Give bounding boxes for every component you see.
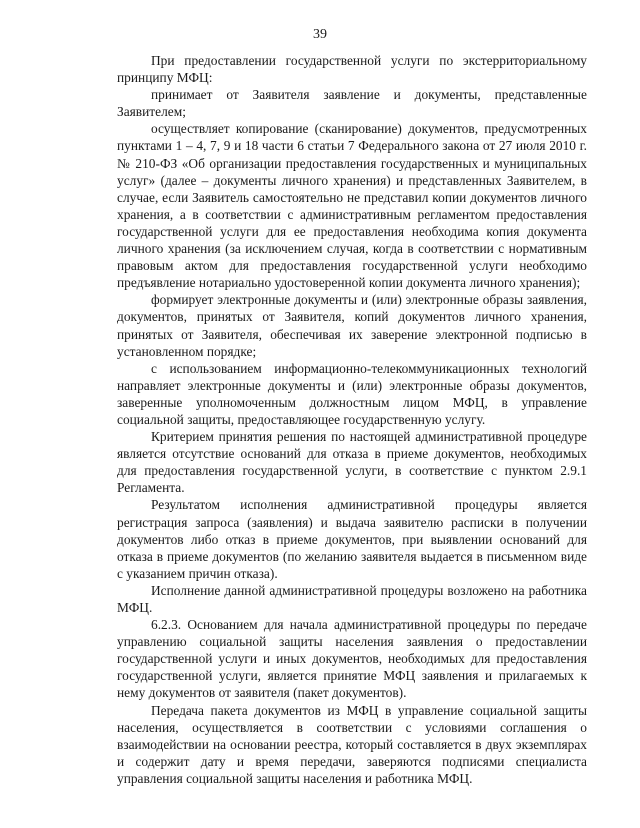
document-body: [117, 52, 587, 787]
paragraph-forms-electronic-documents: формирует электронные документы и (или) электронные образы заявления, документов, принятых от Заявителя, копий документов личного хранения, принятых от Заявителя, обеспечивая их заверение электронной подписью в установленном порядке;: [117, 292, 587, 359]
paragraph-procedure-result: Результатом исполнения административной процедуры является регистрация запроса (заявления) и выдача заявителю расписки в получении документов либо отказ в приеме документов, при выявлении оснований для отказа в приеме документов (по желанию заявителя выдается в письменном виде с указанием причин отказа).: [117, 497, 587, 581]
page-number: 39: [313, 27, 327, 42]
paragraph-procedure-executor: Исполнение данной административной процедуры возложено на работника МФЦ.: [117, 582, 587, 615]
paragraph-document-transfer: Передача пакета документов из МФЦ в управление социальной защиты населения, осуществляется в соответствии с условиями соглашения о взаимодействии на основании реестра, который составляется в двух экземплярах и содержит дату и время передачи, заверяются подписями специалиста управления социальной защиты населения и работника МФЦ.: [117, 702, 587, 786]
paragraph-section-6-2-3: 6.2.3. Основанием для начала административной процедуры по передаче управлению социальной защиты населения заявления о предоставлении государственной услуги и иных документов, необходимых для предоставления государственной услуги, является принятие МФЦ заявления и прилагаемых к нему документов от заявителя (пакет документов).: [117, 617, 587, 701]
paragraph-sends-electronic-documents: с использованием информационно-телекоммуникационных технологий направляет электронные документы и (или) электронные образы документов, заверенные уполномоченным должностным лицом МФЦ, в управление социальной защиты, предоставляющее государственную услугу.: [117, 360, 587, 427]
paragraph-extraterritorial-intro: При предоставлении государственной услуги по экстерриториальному принципу МФЦ:: [117, 53, 587, 86]
paragraph-decision-criterion: Критерием принятия решения по настоящей административной процедуре является отсутствие оснований для отказа в приеме документов, необходимых для предоставления государственной услуги, в соответствие с пунктом 2.9.1 Регламента.: [117, 429, 587, 496]
paragraph-accepts-documents: принимает от Заявителя заявление и документы, представленные Заявителем;: [117, 87, 587, 120]
paragraph-copying-documents: осуществляет копирование (сканирование) документов, предусмотренных пунктами 1 – 4, 7, 9 и 18 части 6 статьи 7 Федерального закона от 27 июля 2010 г. № 210-ФЗ «Об организации предоставления государственных и муниципальных услуг» (далее – документы личного хранения) и представленных Заявителем, в случае, если Заявитель самостоятельно не представил копии документов личного хранения, а в соответствии с административным регламентом предоставления государственной услуги для ее предоставления необходима копия документа личного хранения (за исключением случая, когда в соответствии с нормативным правовым актом для предоставления государственной услуги необходимо предъявление нотариально удостоверенной копии документа личного хранения);: [117, 121, 587, 291]
